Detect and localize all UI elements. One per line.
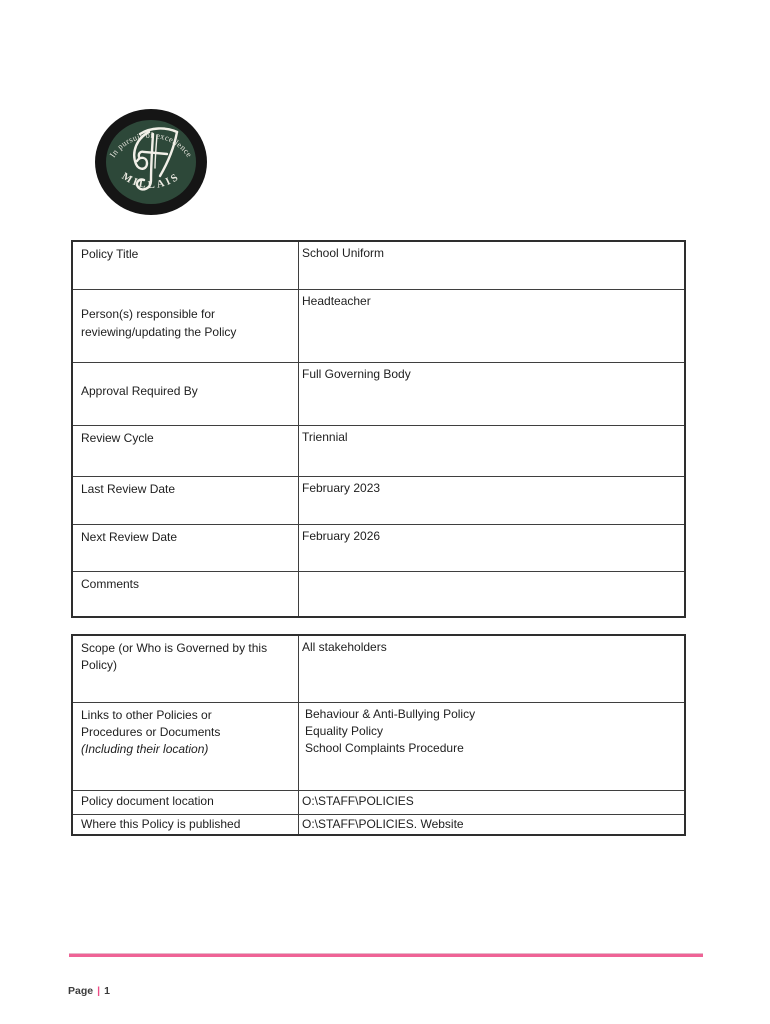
crest-school-name: MILLAIS (119, 171, 183, 192)
table-row (72, 241, 685, 289)
page-number: 1 (104, 985, 110, 997)
table-row (72, 524, 685, 571)
table-row (72, 289, 685, 362)
linked-policy: Behaviour & Anti-Bullying Policy (305, 706, 476, 721)
row-value: February 2023 (299, 476, 686, 524)
policy-scope-table (71, 634, 686, 836)
row-label: Policy document location (72, 790, 299, 814)
footer-divider (69, 953, 703, 957)
row-label: Comments (72, 571, 299, 617)
table-row (72, 362, 685, 425)
crest-motto: In pursuit of excellence (108, 130, 194, 160)
table-row (72, 702, 685, 790)
row-value (299, 571, 686, 617)
table-row (72, 635, 685, 702)
policy-info-table (71, 240, 686, 618)
linked-policy: Equality Policy (305, 723, 384, 738)
table-row (72, 476, 685, 524)
linked-policy: School Complaints Procedure (305, 741, 464, 756)
row-value: Headteacher (299, 289, 686, 362)
table-row (72, 571, 685, 617)
table-row (72, 425, 685, 476)
row-value: All stakeholders (299, 635, 686, 702)
label-note: (Including their location) (81, 742, 209, 757)
row-label: Approval Required By (72, 362, 299, 425)
row-label (72, 702, 299, 790)
row-value: Triennial (299, 425, 686, 476)
row-value: February 2026 (299, 524, 686, 571)
row-label: Policy Title (72, 241, 299, 289)
row-value: Full Governing Body (299, 362, 686, 425)
row-label: Review Cycle (72, 425, 299, 476)
school-crest-icon (94, 108, 208, 216)
row-label: Last Review Date (72, 476, 299, 524)
label-line: Links to other Policies or (81, 707, 212, 722)
page-footer (68, 985, 110, 997)
row-value: O:\STAFF\POLICIES (299, 790, 686, 814)
row-label: Next Review Date (72, 524, 299, 571)
label-line: Procedures or Documents (81, 724, 221, 739)
table-row (72, 790, 685, 814)
school-logo (94, 108, 208, 216)
row-value: O:\STAFF\POLICIES. Website (299, 814, 686, 835)
row-value (299, 702, 686, 790)
row-label: Scope (or Who is Governed by this Policy) (72, 635, 299, 702)
page-separator: | (97, 985, 101, 997)
table-row (72, 814, 685, 835)
row-label: Person(s) responsible for reviewing/updating the Policy (72, 289, 299, 362)
page-label: Page (68, 985, 94, 997)
row-value: School Uniform (299, 241, 686, 289)
row-label: Where this Policy is published (72, 814, 299, 835)
